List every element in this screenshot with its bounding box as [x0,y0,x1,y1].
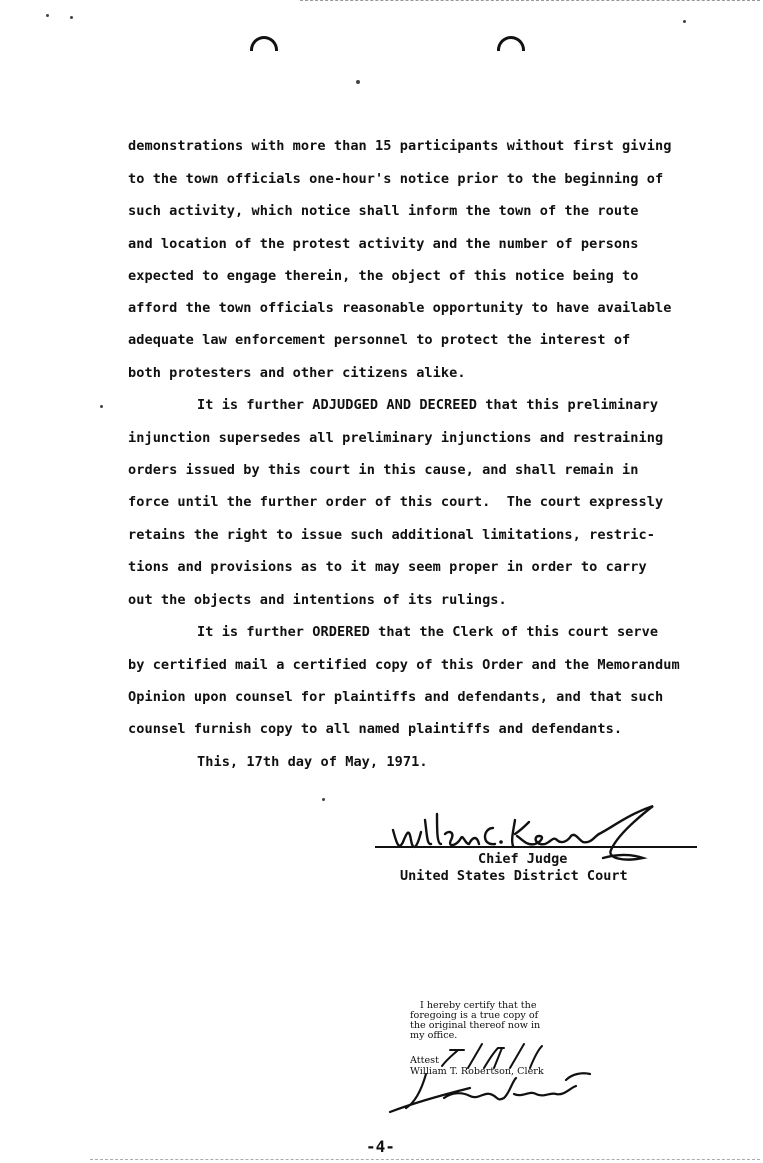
signature-line [375,846,697,848]
body-line-14: tions and provisions as to it may seem proper in order to carry [128,559,647,575]
punch-hole-mark-right [497,36,525,51]
body-line-2: to the town officials one-hour's notice prior to the beginning of [128,171,664,187]
scan-speck [46,14,49,17]
certification-line-1: I hereby certify that the [420,1000,537,1011]
date-line: This, 17th day of May, 1971. [197,754,428,770]
certification-line-2: foregoing is a true copy of [410,1010,539,1021]
body-line-4: and location of the protest activity and the number of persons [128,236,639,252]
scan-speck [70,16,73,19]
body-line-6: afford the town officials reasonable opportunity to have available [128,300,672,316]
scan-top-border [300,0,760,1]
body-line-17: by certified mail a certified copy of this Order and the Memorandum [128,657,680,673]
body-line-12: force until the further order of this court. The court expressly [128,494,664,510]
body-line-9: It is further ADJUDGED AND DECREED that this preliminary [197,397,659,413]
body-line-11: orders issued by this court in this cause, and shall remain in [128,462,639,478]
body-line-10: injunction supersedes all preliminary injunctions and restraining [128,430,664,446]
body-line-15: out the objects and intentions of its rulings. [128,592,507,608]
clerk-name: William T. Robertson, Clerk [410,1066,544,1077]
body-line-5: expected to engage therein, the object of this notice being to [128,268,639,284]
body-line-19: counsel furnish copy to all named plaintiffs and defendants. [128,721,623,737]
punch-hole-mark-left [250,36,278,51]
body-line-8: both protesters and other citizens alike. [128,365,466,381]
body-line-18: Opinion upon counsel for plaintiffs and defendants, and that such [128,689,664,705]
page-number: -4- [366,1137,395,1156]
body-line-3: such activity, which notice shall inform the town of the route [128,203,639,219]
scan-speck [322,798,325,801]
scan-speck [356,80,360,84]
attest-label: Attest [410,1055,439,1066]
scan-speck [683,20,686,23]
scan-bottom-border [90,1159,760,1160]
deputy-signature-image [386,1068,596,1114]
body-line-13: retains the right to issue such additional limitations, restric- [128,527,655,543]
court-name: United States District Court [400,868,628,884]
judge-title: Chief Judge [478,851,568,867]
scan-speck [100,405,103,408]
body-line-16: It is further ORDERED that the Clerk of this court serve [197,624,659,640]
certification-line-3: the original thereof now in [410,1020,541,1031]
body-line-1: demonstrations with more than 15 participants without first giving [128,138,672,154]
body-line-7: adequate law enforcement personnel to protect the interest of [128,332,631,348]
certification-line-4: my office. [410,1030,458,1041]
